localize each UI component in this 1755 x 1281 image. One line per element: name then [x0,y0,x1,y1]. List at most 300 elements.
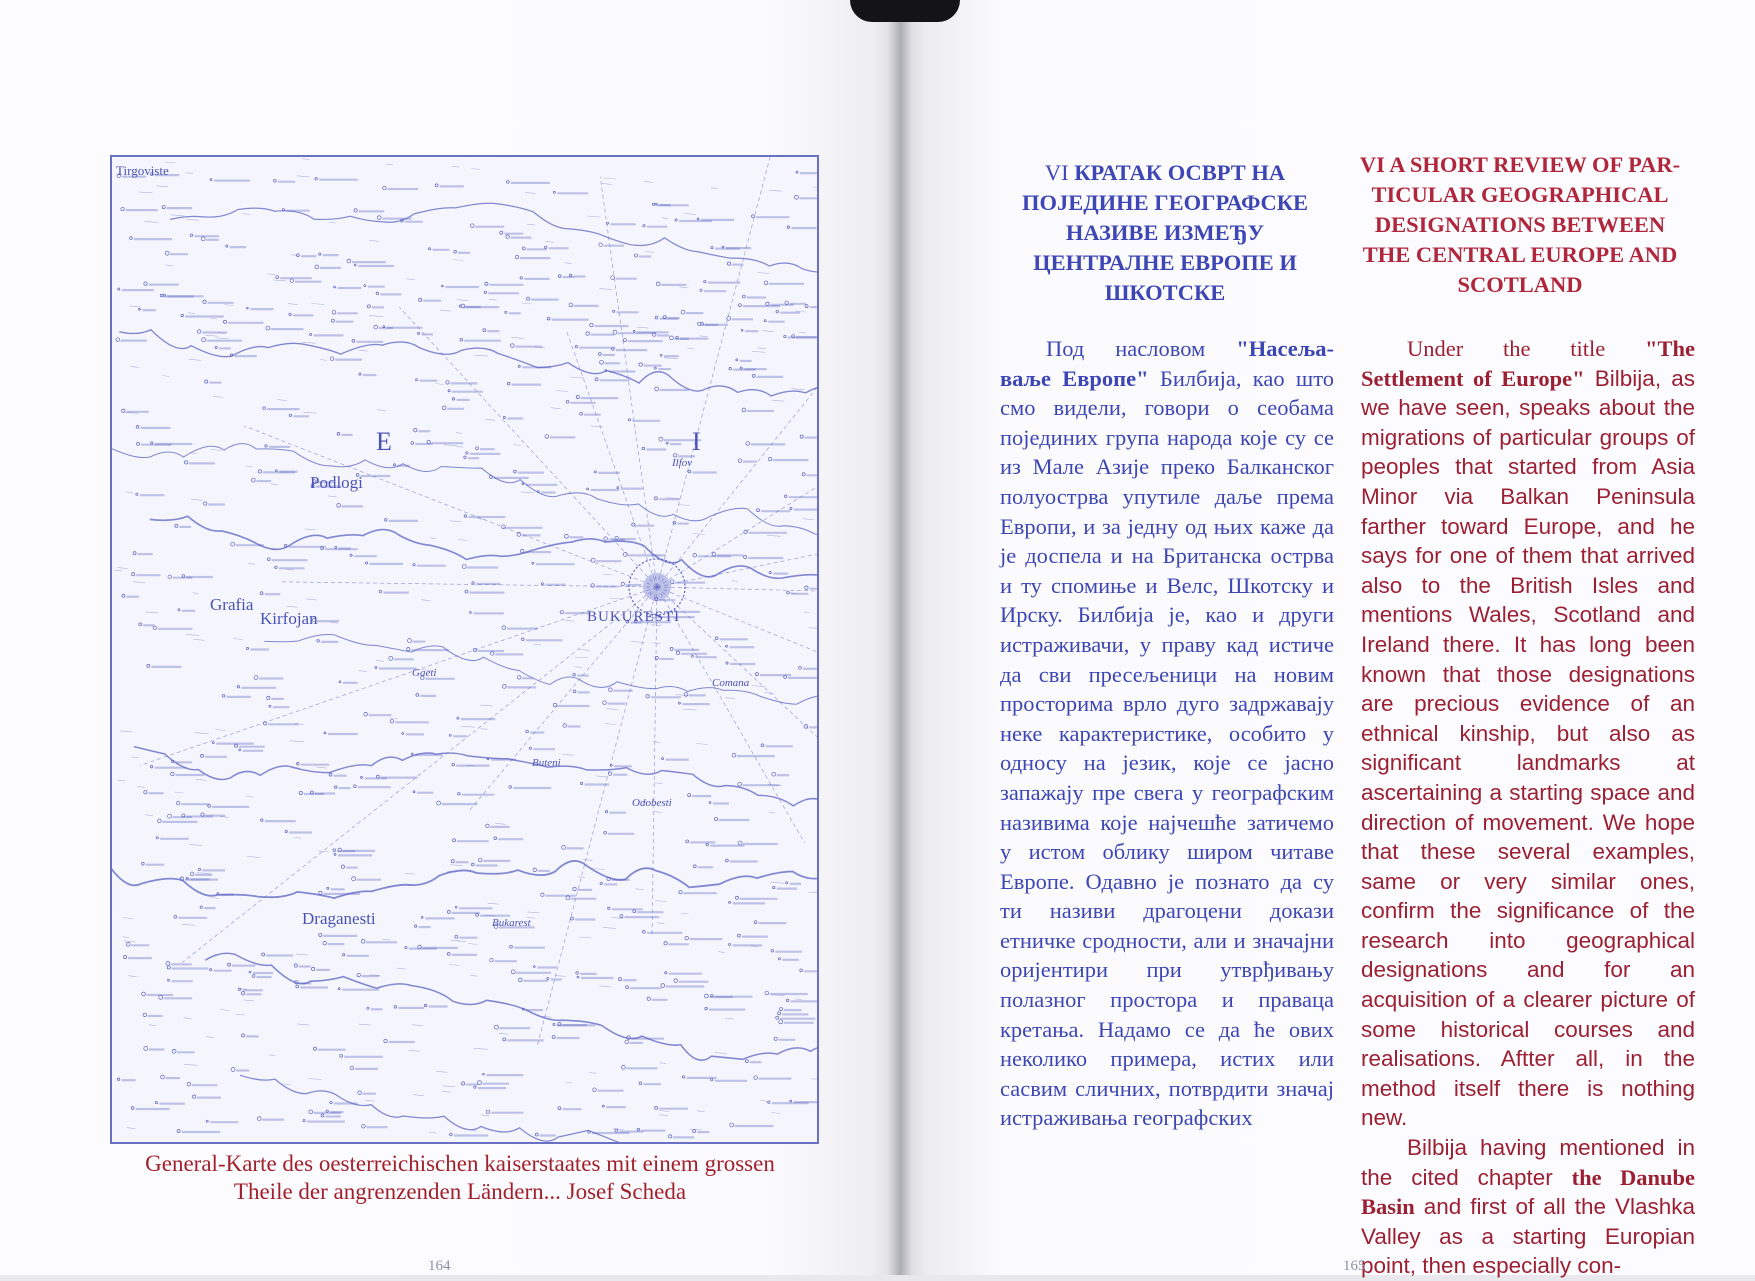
map-hachure [129,306,140,307]
map-hachure [489,299,497,300]
english-heading [1355,150,1685,300]
map-hachure [210,318,217,319]
map-settlement-marker [319,253,321,255]
map-hachure [284,1084,291,1085]
map-settlement-marker [726,859,729,862]
map-hachure [359,1024,371,1025]
map-settlement-marker [779,1020,783,1024]
map-settlement-marker [203,300,206,303]
map-settlement-marker [675,219,677,221]
map-hachure [680,287,689,288]
map-settlement-marker [693,554,697,558]
map-hachure [534,644,541,645]
map-settlement-marker [576,396,579,399]
map-settlement-marker [262,953,265,956]
map-hachure [799,332,806,333]
map-settlement-marker [682,1076,684,1078]
map-label-buteni: Buteni [532,757,561,769]
map-hachure [562,754,573,755]
map-settlement-marker [137,442,140,445]
map-hachure [225,305,234,306]
map-settlement-marker [799,666,802,669]
map-hachure [676,695,689,696]
map-hachure [450,940,459,941]
map-settlement-marker [339,681,341,683]
map-settlement-marker [329,773,332,776]
map-label-grafia: Grafia [210,595,254,614]
map-hachure [328,496,336,497]
map-settlement-marker [790,1100,792,1102]
map-settlement-marker [459,305,461,307]
map-road [657,587,817,593]
map-settlement-marker [309,1110,313,1114]
map-settlement-marker [186,877,188,879]
map-settlement-marker [655,203,657,205]
map-settlement-marker [359,373,361,375]
map-settlement-marker [520,549,523,552]
map-hachure [457,446,464,447]
map-hachure [436,1071,447,1072]
map-settlement-marker [741,329,743,331]
map-hachure [769,812,775,813]
map-settlement-marker [486,1110,489,1113]
map-hachure [468,944,477,945]
map-settlement-marker [303,1120,305,1122]
map-settlement-marker [367,1007,369,1009]
map-settlement-marker [175,524,178,527]
map-hachure [732,581,739,582]
map-settlement-marker [187,1082,191,1086]
map-city-core [643,573,671,601]
map-settlement-marker [354,264,356,266]
map-hachure [684,213,696,214]
map-hachure [660,1063,667,1064]
map-settlement-marker [729,367,732,370]
map-settlement-marker [547,317,550,320]
map-label-comana: Comana [712,677,750,689]
map-settlement-marker [258,470,261,473]
map-settlement-marker [289,414,291,416]
map-hachure [233,639,242,640]
map-settlement-marker [171,772,175,776]
map-settlement-marker [757,509,760,512]
map-settlement-marker [494,1025,498,1029]
map-settlement-marker [685,936,689,940]
map-hachure [458,540,467,541]
serbian-heading-line-4: ЦЕНТРАЛНЕ ЕВРОПЕ И [1033,250,1297,275]
map-hachure [149,1025,156,1026]
map-settlement-marker [478,858,482,862]
map-settlement-marker [350,554,352,556]
map-settlement-marker [309,333,311,335]
map-hachure [183,1018,191,1019]
map-settlement-marker [778,1012,781,1015]
map-hachure [662,218,668,219]
map-settlement-marker [670,336,674,340]
map-settlement-marker [573,887,576,890]
map-settlement-marker [377,216,381,220]
map-settlement-marker [184,461,187,464]
english-p1-title: "The Settlement of Europe" [1361,336,1695,391]
map-settlement-marker [509,786,512,789]
map-hachure [440,310,451,311]
map-settlement-marker [299,791,302,794]
map-settlement-marker [507,181,510,184]
map-hachure [197,873,210,874]
map-settlement-marker [352,339,355,342]
map-settlement-marker [144,791,147,794]
map-hachure [657,923,664,924]
map-settlement-marker [697,218,699,220]
map-hachure [382,939,390,940]
map-settlement-marker [533,966,535,968]
map-settlement-marker [290,279,294,283]
map-settlement-marker [744,556,747,559]
map-settlement-marker [608,688,612,692]
map-settlement-marker [621,582,625,586]
map-settlement-marker [527,297,530,300]
map-hachure [678,505,689,506]
map-settlement-marker [460,338,463,341]
map-settlement-marker [518,365,520,367]
map-hachure [580,649,590,650]
map-settlement-marker [634,254,637,257]
map-hachure [472,169,481,170]
map-settlement-marker [643,225,645,227]
map-settlement-marker [737,934,740,937]
map-settlement-marker [711,247,713,249]
map-settlement-marker [200,906,202,908]
map-settlement-marker [178,609,180,611]
map-settlement-marker [586,332,589,335]
map-settlement-marker [385,519,388,522]
map-settlement-marker [736,359,738,361]
map-settlement-marker [486,824,490,828]
map-settlement-marker [591,584,595,588]
map-hachure [752,686,765,687]
map-hachure [664,358,678,359]
map-settlement-marker [485,282,488,285]
map-settlement-marker [802,473,805,476]
map-settlement-marker [639,363,642,366]
map-settlement-marker [595,378,598,381]
map-settlement-marker [466,452,468,454]
map-settlement-marker [331,319,334,322]
map-settlement-marker [615,1129,618,1132]
map-hachure [421,600,430,601]
map-settlement-marker [666,442,668,444]
map-settlement-marker [594,471,596,473]
map-hachure [120,731,133,732]
map-settlement-marker [673,521,676,524]
map-settlement-marker [205,380,208,383]
map-settlement-marker [515,255,518,258]
map-hachure [188,313,195,314]
map-hachure [243,213,251,214]
map-hachure [186,173,193,174]
map-settlement-marker [117,1078,119,1080]
map-hachure [545,241,554,242]
map-settlement-marker [774,1037,777,1040]
map-hachure [637,327,649,328]
map-hachure [114,570,123,571]
map-hachure [430,538,436,539]
map-settlement-marker [794,195,798,199]
map-hachure [511,337,524,338]
map-settlement-marker [483,329,486,332]
map-settlement-marker [354,209,357,212]
map-hachure [658,1111,669,1112]
map-settlement-marker [664,942,667,945]
map-hachure [725,1018,734,1019]
map-settlement-marker [642,930,645,933]
map-settlement-marker [319,891,322,894]
map-settlement-marker [153,626,157,630]
map-label-kirfojan: Kirfojan [260,609,318,628]
map-hachure [603,927,616,928]
serbian-heading-line-2: ПОЈЕДИНЕ ГЕОГРАФСКЕ [1021,190,1309,215]
map-label-odobesti: Odobesti [632,797,672,809]
map-settlement-marker [324,732,326,734]
map-settlement-marker [605,811,607,813]
map-hachure [471,1130,477,1131]
map-settlement-marker [204,502,207,505]
map-settlement-marker [637,1128,640,1131]
map-hachure [244,1000,254,1001]
map-settlement-marker [623,339,626,342]
map-settlement-marker [654,497,657,500]
map-settlement-marker [206,1120,208,1122]
map-settlement-marker [738,459,742,463]
map-hachure [752,351,765,352]
map-river [150,516,817,588]
map-label-letter-e: E [376,427,392,456]
map-settlement-marker [566,400,569,403]
map-hachure [182,924,195,925]
map-settlement-marker [416,693,419,696]
map-hachure [162,376,169,377]
map-settlement-marker [465,590,468,593]
map-settlement-marker [231,1068,235,1072]
map-settlement-marker [604,832,607,835]
map-settlement-marker [471,863,474,866]
map-settlement-marker [208,805,211,808]
map-hachure [565,620,574,621]
map-settlement-marker [249,971,251,973]
map-settlement-marker [686,840,689,843]
map-settlement-marker [744,530,747,533]
map-settlement-marker [778,958,780,960]
map-hachure [760,1100,767,1101]
map-hachure [811,1079,817,1080]
map-settlement-marker [168,979,170,981]
map-hachure [456,432,462,433]
map-hachure [591,426,604,427]
map-settlement-marker [580,412,583,415]
map-settlement-marker [502,626,506,630]
page-number-left: 164 [428,1258,451,1274]
map-hachure [610,598,622,599]
map-settlement-marker [805,586,808,589]
map-settlement-marker [661,984,665,988]
map-settlement-marker [442,406,446,410]
map-settlement-marker [688,470,691,473]
map-settlement-marker [289,313,291,315]
map-settlement-marker [625,1040,629,1044]
map-hachure [369,240,378,241]
map-settlement-marker [659,437,663,441]
map-hachure [758,348,766,349]
map-label-bukarest-south: Bukarest [492,917,531,929]
map-hachure [602,183,612,184]
map-hachure [655,783,663,784]
map-settlement-marker [260,592,263,595]
map-settlement-marker [274,179,277,182]
map-settlement-marker [413,564,415,566]
map-settlement-marker [569,303,573,307]
map-hachure [700,336,707,337]
map-settlement-marker [670,647,673,650]
map-settlement-marker [419,298,422,301]
map-settlement-marker [552,1035,555,1038]
map-hachure [123,918,132,919]
map-hachure [555,975,566,976]
map-settlement-marker [210,969,212,971]
serbian-body-text [1000,334,1334,1133]
map-settlement-marker [321,1114,324,1117]
map-hachure [551,408,561,409]
map-settlement-marker [332,310,336,314]
map-hachure [808,892,817,893]
map-settlement-marker [358,1091,362,1095]
map-settlement-marker [116,338,120,342]
map-hachure [205,335,217,336]
map-hachure [495,823,505,824]
map-settlement-marker [503,416,505,418]
map-settlement-marker [764,281,768,285]
map-settlement-marker [383,186,387,190]
english-heading-line-3: DESIGNATIONS BETWEEN [1374,212,1666,237]
map-settlement-marker [784,495,787,498]
map-hachure [123,937,129,938]
map-settlement-marker [464,515,467,518]
map-settlement-marker [448,390,450,392]
map-settlement-marker [632,523,635,526]
map-settlement-marker [124,956,127,959]
map-settlement-marker [674,979,678,983]
map-settlement-marker [738,782,742,786]
map-settlement-marker [379,590,382,593]
map-hachure [186,634,199,635]
map-settlement-marker [150,765,152,767]
english-p1-rest: Bilbija, as we have seen, speaks about the migrations of particular groups of peoples that started from Asia Minor via Balkan Peninsula farther toward Europe, and he says for one of them that arrived also to the British Isles and mentions Wales, Scotland and Ireland there. It has long been known that those designations are precious evidence of an ethnical kinship, but also as significant landmarks at ascertaining a starting space and direction of movement. We hope that these several examples, same or very similar ones, confirm the significance of the research into geographical designations and for an acquisition of a clearer picture of some historical courses and realisations. Aftter all, in the method itself there is nothing new. [1361,365,1695,1131]
map-settlement-marker [133,552,136,555]
map-hachure [795,999,801,1000]
map-settlement-marker [564,534,568,538]
map-settlement-marker [338,988,340,990]
map-settlement-marker [628,419,630,421]
map-settlement-marker [375,667,377,669]
map-label-letter-i: I [692,427,701,456]
map-settlement-marker [608,772,611,775]
map-settlement-marker [143,1013,146,1016]
map-settlement-marker [424,1004,427,1007]
map-settlement-marker [655,387,659,391]
map-settlement-marker [469,611,471,613]
map-settlement-marker [768,1101,770,1103]
map-hachure [579,937,591,938]
map-hachure [681,913,689,914]
map-settlement-marker [660,354,662,356]
map-settlement-marker [147,664,150,667]
map-settlement-marker [138,308,140,310]
map-road [657,587,817,893]
map-settlement-marker [510,945,513,948]
map-settlement-marker [389,656,393,660]
map-settlement-marker [571,917,574,920]
map-settlement-marker [226,245,228,247]
map-settlement-marker [503,1038,506,1041]
map-hachure [450,521,461,522]
map-settlement-marker [267,696,270,699]
map-hachure [220,1010,229,1011]
map-settlement-marker [222,695,225,698]
map-settlement-marker [414,925,416,927]
map-hachure [248,563,255,564]
map-hachure [386,164,394,165]
map-hachure [186,219,199,220]
map-hachure [303,412,316,413]
map-hachure [389,718,398,719]
map-settlement-marker [558,1107,561,1110]
map-settlement-marker [514,470,517,473]
map-settlement-marker [790,507,792,509]
map-settlement-marker [162,206,165,209]
english-p2-intro: Bilbija having mentioned in the cited chapter [1361,1135,1695,1190]
map-settlement-marker [541,893,544,896]
map-hachure [246,796,254,797]
map-settlement-marker [429,248,431,250]
map-hachure [693,534,705,535]
map-settlement-marker [447,952,450,955]
map-hachure [481,728,488,729]
map-settlement-marker [476,447,479,450]
map-hachure [193,639,204,640]
map-settlement-marker [364,285,366,287]
serbian-heading-number: VI [1044,160,1069,185]
map-settlement-marker [246,307,248,309]
map-hachure [409,1050,421,1051]
map-settlement-marker [722,246,724,248]
map-hachure [359,350,368,351]
map-settlement-marker [591,558,595,562]
map-hachure [802,519,814,520]
map-settlement-marker [464,456,466,458]
map-hachure [477,518,485,519]
map-hachure [191,499,203,500]
map-settlement-marker [455,906,457,908]
map-settlement-marker [608,907,610,909]
map-settlement-marker [491,652,495,656]
map-settlement-marker [121,207,124,210]
map-settlement-marker [522,638,525,641]
map-settlement-marker [655,656,658,659]
map-settlement-marker [181,314,184,317]
map-settlement-marker [787,592,790,595]
map-settlement-marker [276,276,279,279]
map-hachure [767,535,781,536]
map-settlement-marker [315,177,317,179]
